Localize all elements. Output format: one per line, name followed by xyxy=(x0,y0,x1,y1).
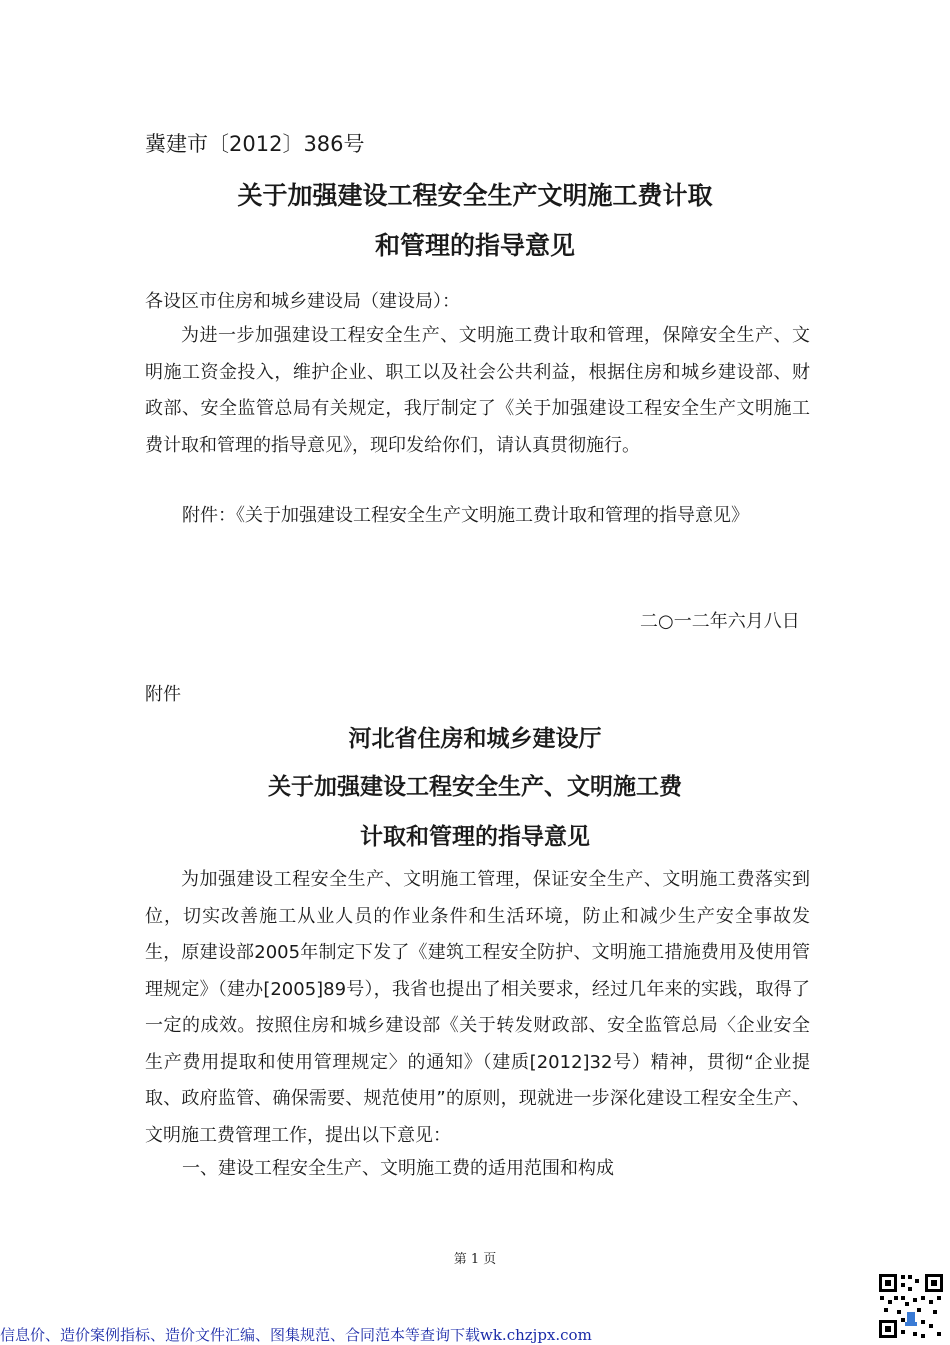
document-title-line-2: 和管理的指导意见 xyxy=(374,231,575,260)
qr-code-icon xyxy=(877,1272,945,1340)
annex-title-line-3: 计取和管理的指导意见 xyxy=(360,824,590,850)
annex-title-line-1: 河北省住房和城乡建设厅 xyxy=(348,726,602,752)
addressee: 各设区市住房和城乡建设局（建设局）： xyxy=(145,291,460,312)
section-heading-1: 一、建设工程安全生产、文明施工费的适用范围和构成 xyxy=(182,1158,614,1179)
body-paragraph-2: 为加强建设工程安全生产、文明施工管理，保证安全生产、文明施工费落实到位，切实改善施工从业人员的作业条件和生活环境，防止和减少生产安全事故发生，原建设部2005年制定下发了《建筑工程安全防护、文明施工措施费用及使用管理规定》（建办[2005]89号），我省也提出了相关要求，经过几年来的实践，取得了一定的成效。按照住房和城乡建设部《关于转发财政部、安全监管总局〈企业安全生产费用提取和使用管理规定〉的通知》（建质[2012]32号）精神，贯彻“企业提取、政府监管、确保需要、规范使用”的原则，现就进一步深化建设工程安全生产、文明施工费管理工作，提出以下意见： xyxy=(145,869,810,1146)
annex-label: 附件 xyxy=(145,684,181,705)
attachment-line: 附件：《关于加强建设工程安全生产文明施工费计取和管理的指导意见》 xyxy=(182,505,749,526)
body-paragraph-1: 为进一步加强建设工程安全生产、文明施工费计取和管理，保障安全生产、文明施工资金投入，维护企业、职工以及社会公共利益，根据住房和城乡建设部、财政部、安全监管总局有关规定，我厅制定了《关于加强建设工程安全生产文明施工费计取和管理的指导意见》，现印发给你们，请认真贯彻施行。 xyxy=(145,325,810,456)
page-number: 第 1 页 xyxy=(453,1252,497,1267)
download-banner-link[interactable]: 信息价、造价案例指标、造价文件汇编、图集规范、合同范本等查询下载wk.chzjpx.com xyxy=(0,1326,592,1344)
document-number: 冀建市〔2012〕386号 xyxy=(145,132,365,156)
annex-title-line-2: 关于加强建设工程安全生产、文明施工费 xyxy=(268,774,682,800)
document-title-line-1: 关于加强建设工程安全生产文明施工费计取 xyxy=(237,181,713,210)
issue-date: 二○一二年六月八日 xyxy=(640,611,800,632)
